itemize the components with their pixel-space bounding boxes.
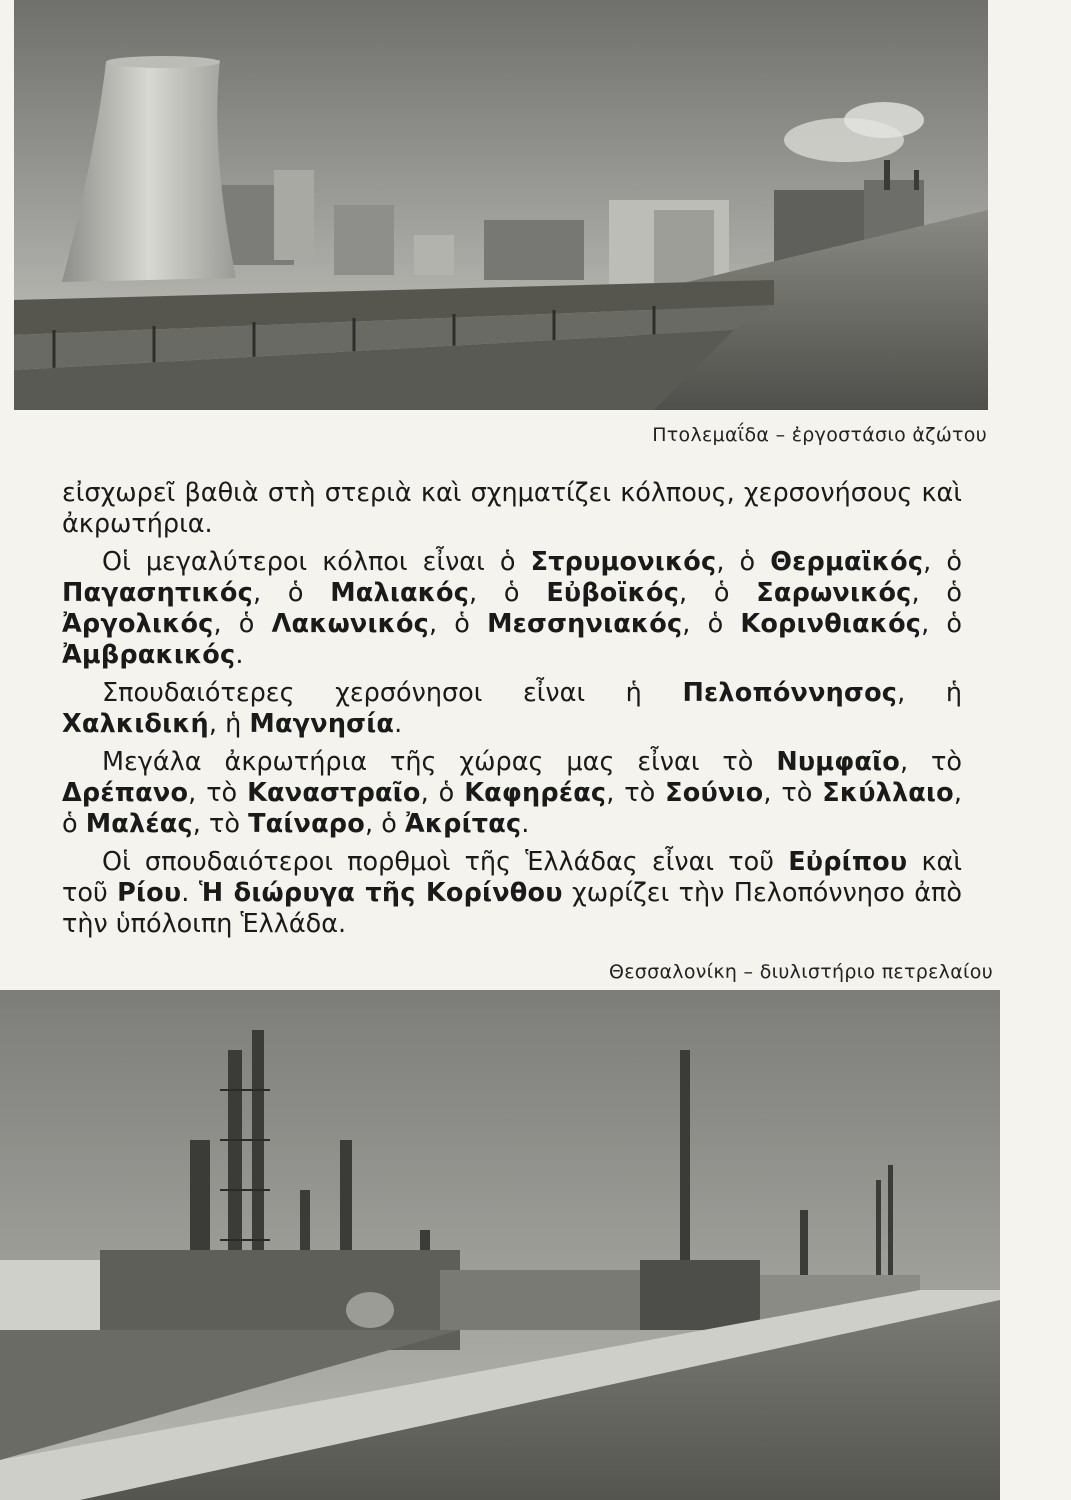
cape-name: Σκύλλαιο — [822, 778, 954, 808]
gulf-name: Ἀργολικός — [62, 609, 214, 639]
strait-name: Ρίου — [117, 878, 182, 908]
paragraph-1: εἰσχωρεῖ βαθιὰ στὴ στεριὰ καὶ σχηματίζει κόλπους, χερσονήσους καὶ ἀκρωτήρια. — [62, 478, 962, 539]
paragraph-peninsulas: Σπουδαιότερες χερσόνησοι εἶναι ἡ Πελοπόννησος, ἡ Χαλκιδική, ἡ Μαγνησία. — [62, 678, 962, 739]
cape-name: Σούνιο — [665, 778, 764, 808]
gulf-name: Ἀμβρακικός — [62, 640, 236, 670]
cape-name: Ταίναρο — [248, 809, 365, 839]
cape-name: Καφηρέας — [464, 778, 607, 808]
photo-oil-refinery — [0, 990, 1000, 1500]
canal-name: Ἡ διώρυγα τῆς Κορίνθου — [198, 878, 563, 908]
gulf-name: Εὐβοϊκός — [546, 578, 680, 608]
peninsula-name: Πελοπόννησος — [682, 678, 898, 708]
refinery-illustration — [0, 990, 1000, 1500]
body-text — [62, 478, 962, 947]
paragraph-capes: Μεγάλα ἀκρωτήρια τῆς χώρας μας εἶναι τὸ Νυμφαῖο, τὸ Δρέπανο, τὸ Καναστραῖο, ὁ Καφηρέας, τὸ Σούνιο, τὸ Σκύλλαιο, ὁ Μαλέας, τὸ Ταίναρο, ὁ Ἀκρίτας. — [62, 747, 962, 839]
gulf-name: Μαλιακός — [330, 578, 470, 608]
caption-nitrogen-factory: Πτολεμαΐδα – ἐργοστάσιο ἀζώτου — [652, 424, 987, 446]
gulf-name: Σαρωνικός — [756, 578, 912, 608]
paragraph-gulfs: Οἱ μεγαλύτεροι κόλποι εἶναι ὁ Στρυμονικός, ὁ Θερμαϊκός, ὁ Παγασητικός, ὁ Μαλιακός, ὁ Εὐβοϊκός, ὁ Σαρωνικός, ὁ Ἀργολικός, ὁ Λακωνικός, ὁ Μεσσηνιακός, ὁ Κορινθιακός, ὁ Ἀμβρακικός. — [62, 547, 963, 670]
cape-name: Νυμφαῖο — [776, 747, 900, 777]
caption-oil-refinery: Θεσσαλονίκη – διυλιστήριο πετρελαίου — [608, 961, 993, 983]
peninsula-name: Μαγνησία — [249, 709, 395, 739]
gulf-name: Παγασητικός — [62, 578, 253, 608]
gulf-name: Μεσσηνιακός — [487, 609, 683, 639]
factory-illustration — [14, 0, 988, 410]
photo-nitrogen-factory — [14, 0, 988, 410]
cape-name: Ἀκρίτας — [404, 809, 522, 839]
gulf-name: Θερμαϊκός — [770, 547, 924, 577]
gulf-name: Λακωνικός — [271, 609, 429, 639]
cape-name: Δρέπανο — [62, 778, 189, 808]
gulf-name: Στρυμονικός — [530, 547, 717, 577]
cape-name: Καναστραῖο — [247, 778, 421, 808]
paragraph-straits: Οἱ σπουδαιότεροι πορθμοὶ τῆς Ἑλλάδας εἶναι τοῦ Εὐρίπου καὶ τοῦ Ρίου. Ἡ διώρυγα τῆς Κορίνθου χωρίζει τὴν Πελοπόννησο ἀπὸ τὴν ὑπόλοιπη Ἑλλάδα. — [62, 847, 962, 939]
peninsula-name: Χαλκιδική — [62, 709, 209, 739]
strait-name: Εὐρίπου — [788, 847, 908, 877]
gulf-name: Κορινθιακός — [740, 609, 922, 639]
cape-name: Μαλέας — [85, 809, 193, 839]
